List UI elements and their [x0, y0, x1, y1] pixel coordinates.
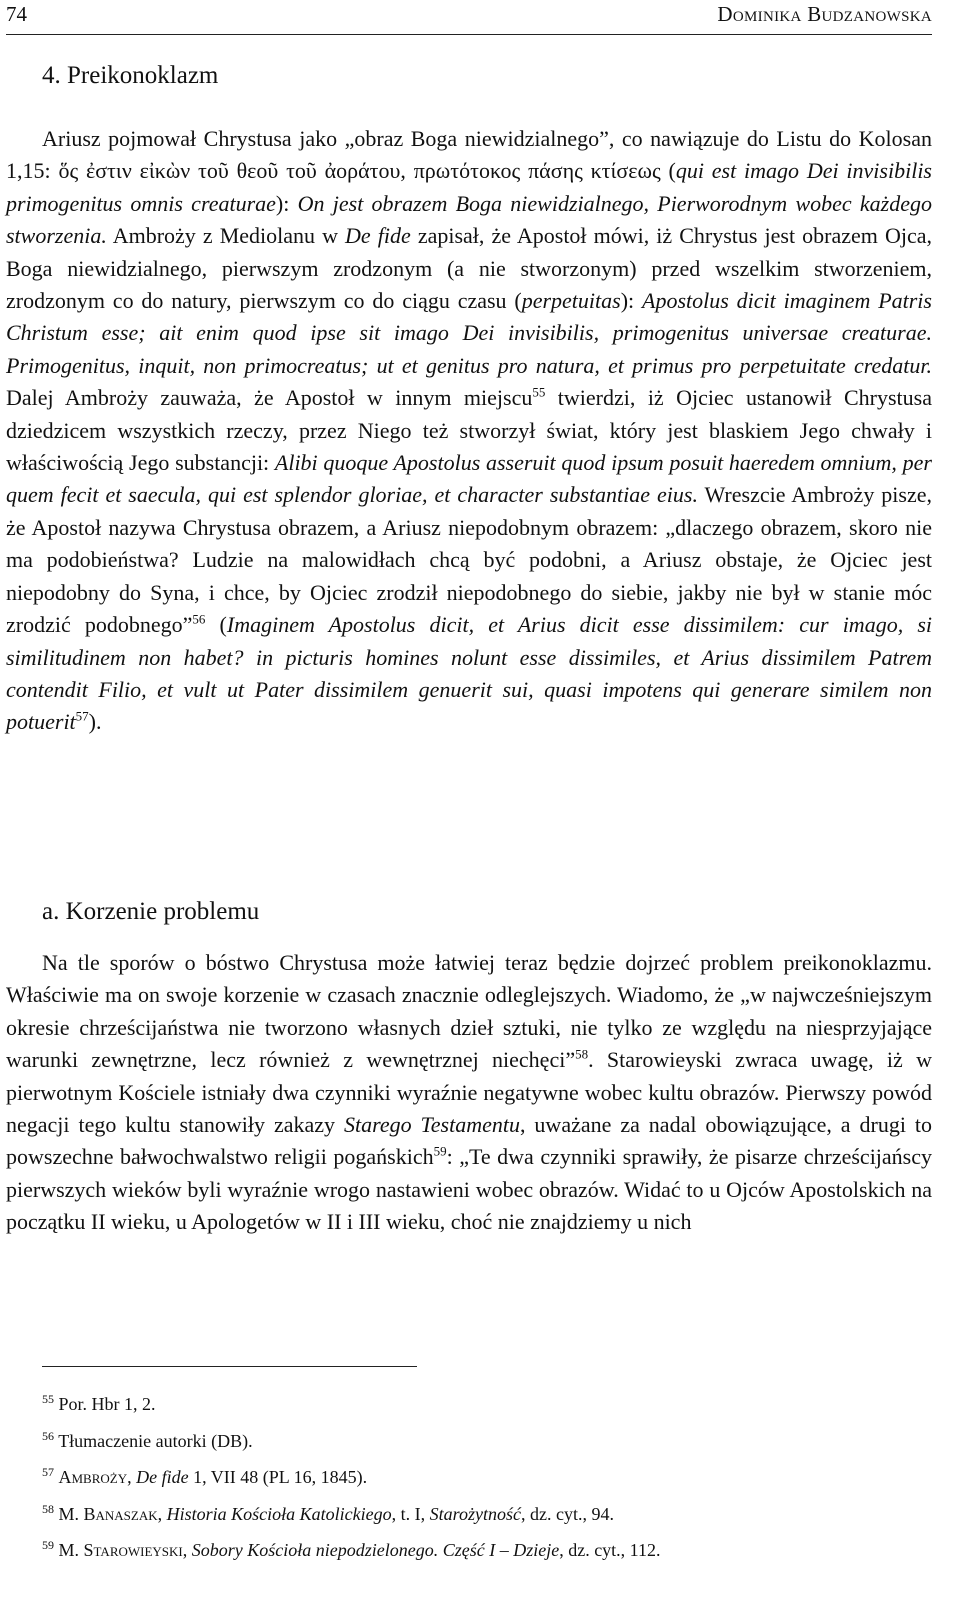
footnote-55 [42, 1386, 922, 1423]
footnote-56 [42, 1423, 922, 1460]
footnote-59: $^{59}$ M. Starowieyski, Sobory Kościoła niepodzielonego. Część I – Dzieje, dz. cyt., 112. [42, 1538, 661, 1560]
text-run: ): [275, 190, 298, 216]
footnote-58: $^{58}$ M. Banaszak, Historia Kościoła Katolickiego, t. I, Starożytność, dz. cyt., 94. [42, 1501, 614, 1524]
running-head-author: Dominika Budzanowska [717, 2, 932, 26]
latin-quote: Alibi quoque Apostolus asseruit quod ipsum posuit haeredem omnium, per quem fecit et saecula, qui est splendor gloriae, et character substantiae eius. [6, 450, 932, 508]
footnote-ref[interactable]: 57 [75, 708, 89, 724]
footnote-number: 59 [42, 1538, 54, 1552]
footnote-ref[interactable]: 59 [433, 1144, 447, 1160]
footnotes [42, 1386, 922, 1569]
footnote-text: 1, VII 48 (PL 16, 1845). [188, 1467, 368, 1487]
text-run: ( [660, 158, 676, 184]
footnote-text: M. [58, 1503, 84, 1524]
footnote-volume: Starożytność [429, 1503, 521, 1524]
footnote-work: Sobory Kościoła niepodzielonego. Część I – Dzieje [191, 1540, 560, 1560]
footnote-author: Starowieyski [83, 1540, 183, 1560]
text-run: ). [88, 709, 102, 735]
footnote-rule [42, 1366, 417, 1367]
text-run: twierdzi, iż Ojciec ustanowił Chrystusa dziedzicem wszystkich rzeczy, przez Niego też stworzył świat, który jest blaskiem Jego chwały i właściwością Jego substancji: [6, 385, 932, 476]
footnote-text: , t. I, [391, 1503, 430, 1524]
latin-quote: Apostolus dicit imaginem Patris Christum esse; ait enim quod ipse sit imago Dei invisibilis, primogenitus universae creaturae. Primogenitus, inquit, non primocreatus; ut et genitus pro natura, et primus pro perpetuitate credatur. [6, 288, 932, 378]
footnote-ref[interactable]: 55 [532, 384, 546, 400]
section-title: 4. Preikonoklazm [42, 62, 219, 89]
paragraph-ariusz [6, 123, 932, 739]
footnote-text: , dz. cyt., 94. [520, 1503, 614, 1524]
paragraph-roots [6, 947, 932, 1239]
footnote-work: De fide [136, 1467, 189, 1487]
text-run: ( [205, 612, 227, 638]
running-header [6, 2, 932, 28]
footnote-number: 55 [42, 1392, 54, 1406]
text-run: zapisał, że Apostoł mówi, iż Chrystus jest obrazem Ojca, Boga niewidzialnego, pierwszym zrodzonym (a nie stworzonym) przed wszelkim stworzeniem, zrodzonym co do natury, pierwszym co do ciągu czasu ( [6, 223, 932, 314]
text-run: Dalej Ambroży zauważa, że Apostoł w innym miejscu [6, 385, 533, 411]
header-rule [6, 34, 932, 35]
greek-quote: ὅς ἐστιν εἰκὼν τοῦ θεοῦ τοῦ ἀοράτου, πρωτότοκος πάσης κτίσεως [58, 158, 661, 184]
text-run: : „Te dwa czynniki sprawiły, że pisarze chrześcijańscy pierwszych wieków byli wyraźnie wrogo nastawieni wobec obrazów. Widać to u Ojców Apostolskich na początku II wieku, u Apologetów w II i III wieku, choć nie znajdziemy u nich [6, 1144, 933, 1235]
text-run: Na tle sporów o bóstwo Chrystusa może łatwiej teraz będzie dojrzeć problem preikonoklazmu. Właściwie ma on swoje korzenie w czasach znacznie odleglejszych. Wiadomo, że „w najwcześniejszym okresie chrześcijaństwa nie tworzono własnych dzieł sztuki, nie tylko ze względu na niesprzyjające warunki zewnętrzne, lecz również z wewnętrznej niechęci” [6, 950, 932, 1073]
footnote-text: Tłumaczenie autorki (DB). [58, 1430, 253, 1451]
subsection-title: a. Korzenie problemu [42, 898, 260, 925]
footnote-text: Por. Hbr 1, 2. [58, 1394, 156, 1414]
text-run: , uważane za nadal obowiązujące, a drugi to powszechne bałwochwalstwo religii pogańskich [6, 1112, 932, 1170]
footnote-ref[interactable]: 56 [192, 611, 206, 627]
footnote-author: Banaszak [83, 1503, 158, 1524]
footnote-number: 56 [42, 1428, 54, 1443]
text-run: ): [620, 288, 643, 314]
work-title: De fide [345, 223, 411, 249]
polish-translation: On jest obrazem Boga niewidzialnego, Pierworodnym wobec każdego stworzenia. [6, 190, 933, 249]
latin-term: perpetuitas [521, 288, 621, 314]
text-run: . Starowieyski zwraca uwagę, iż w pierwotnym Kościele istniały dwa czynniki wyraźnie negatywne wobec kultu obrazów. Pierwszy powód negacji tego kultu stanowiły zakazy [6, 1047, 932, 1138]
footnote-text: M. [58, 1540, 84, 1560]
page-number: 74 [6, 2, 27, 26]
latin-quote: qui est imago Dei invisibilis primogenitus omnis creaturae [6, 158, 932, 216]
footnote-ref[interactable]: 58 [575, 1046, 589, 1062]
book-title: Starego Testamentu [343, 1112, 520, 1138]
text-run: Ariusz pojmował Chrystusa jako „obraz Boga niewidzialnego”, co nawiązuje do Listu do Kolosan 1,15: [6, 126, 932, 184]
footnote-number: 58 [42, 1501, 54, 1516]
latin-quote: Imaginem Apostolus dicit, et Arius dicit esse dissimilem: cur imago, si similitudinem non habet? in picturis homines nolunt esse dissimiles, et Arius dissimilem Patrem contendit Filio, et vult ut Pater dissimilem genuerit sui, quasi impotens qui generare similem non potuerit [6, 612, 933, 735]
text-run: Ambroży z Mediolanu w [106, 223, 346, 249]
footnote-text: , dz. cyt., 112. [559, 1540, 661, 1560]
footnote-57: $^{57}$ Ambroży, De fide 1, VII 48 (PL 16, 1845). [42, 1465, 368, 1487]
footnote-author: Ambroży [58, 1467, 128, 1487]
footnote-number: 57 [42, 1465, 54, 1479]
footnote-work: Historia Kościoła Katolickiego [166, 1503, 392, 1524]
text-run: Wreszcie Ambroży pisze, że Apostoł nazywa Chrystusa obrazem, a Ariusz niepodobnym obrazem: „dlaczego obrazem, skoro nie ma podobieństwa? Ludzie na malowidłach chcą być podobni, a Ariusz obstaje, że Ojciec jest niepodobny do Syna, i chce, by Ojciec zrodził niepodobnego do siebie, jakby nie był w stanie móc zrodzić podobnego” [6, 482, 932, 638]
